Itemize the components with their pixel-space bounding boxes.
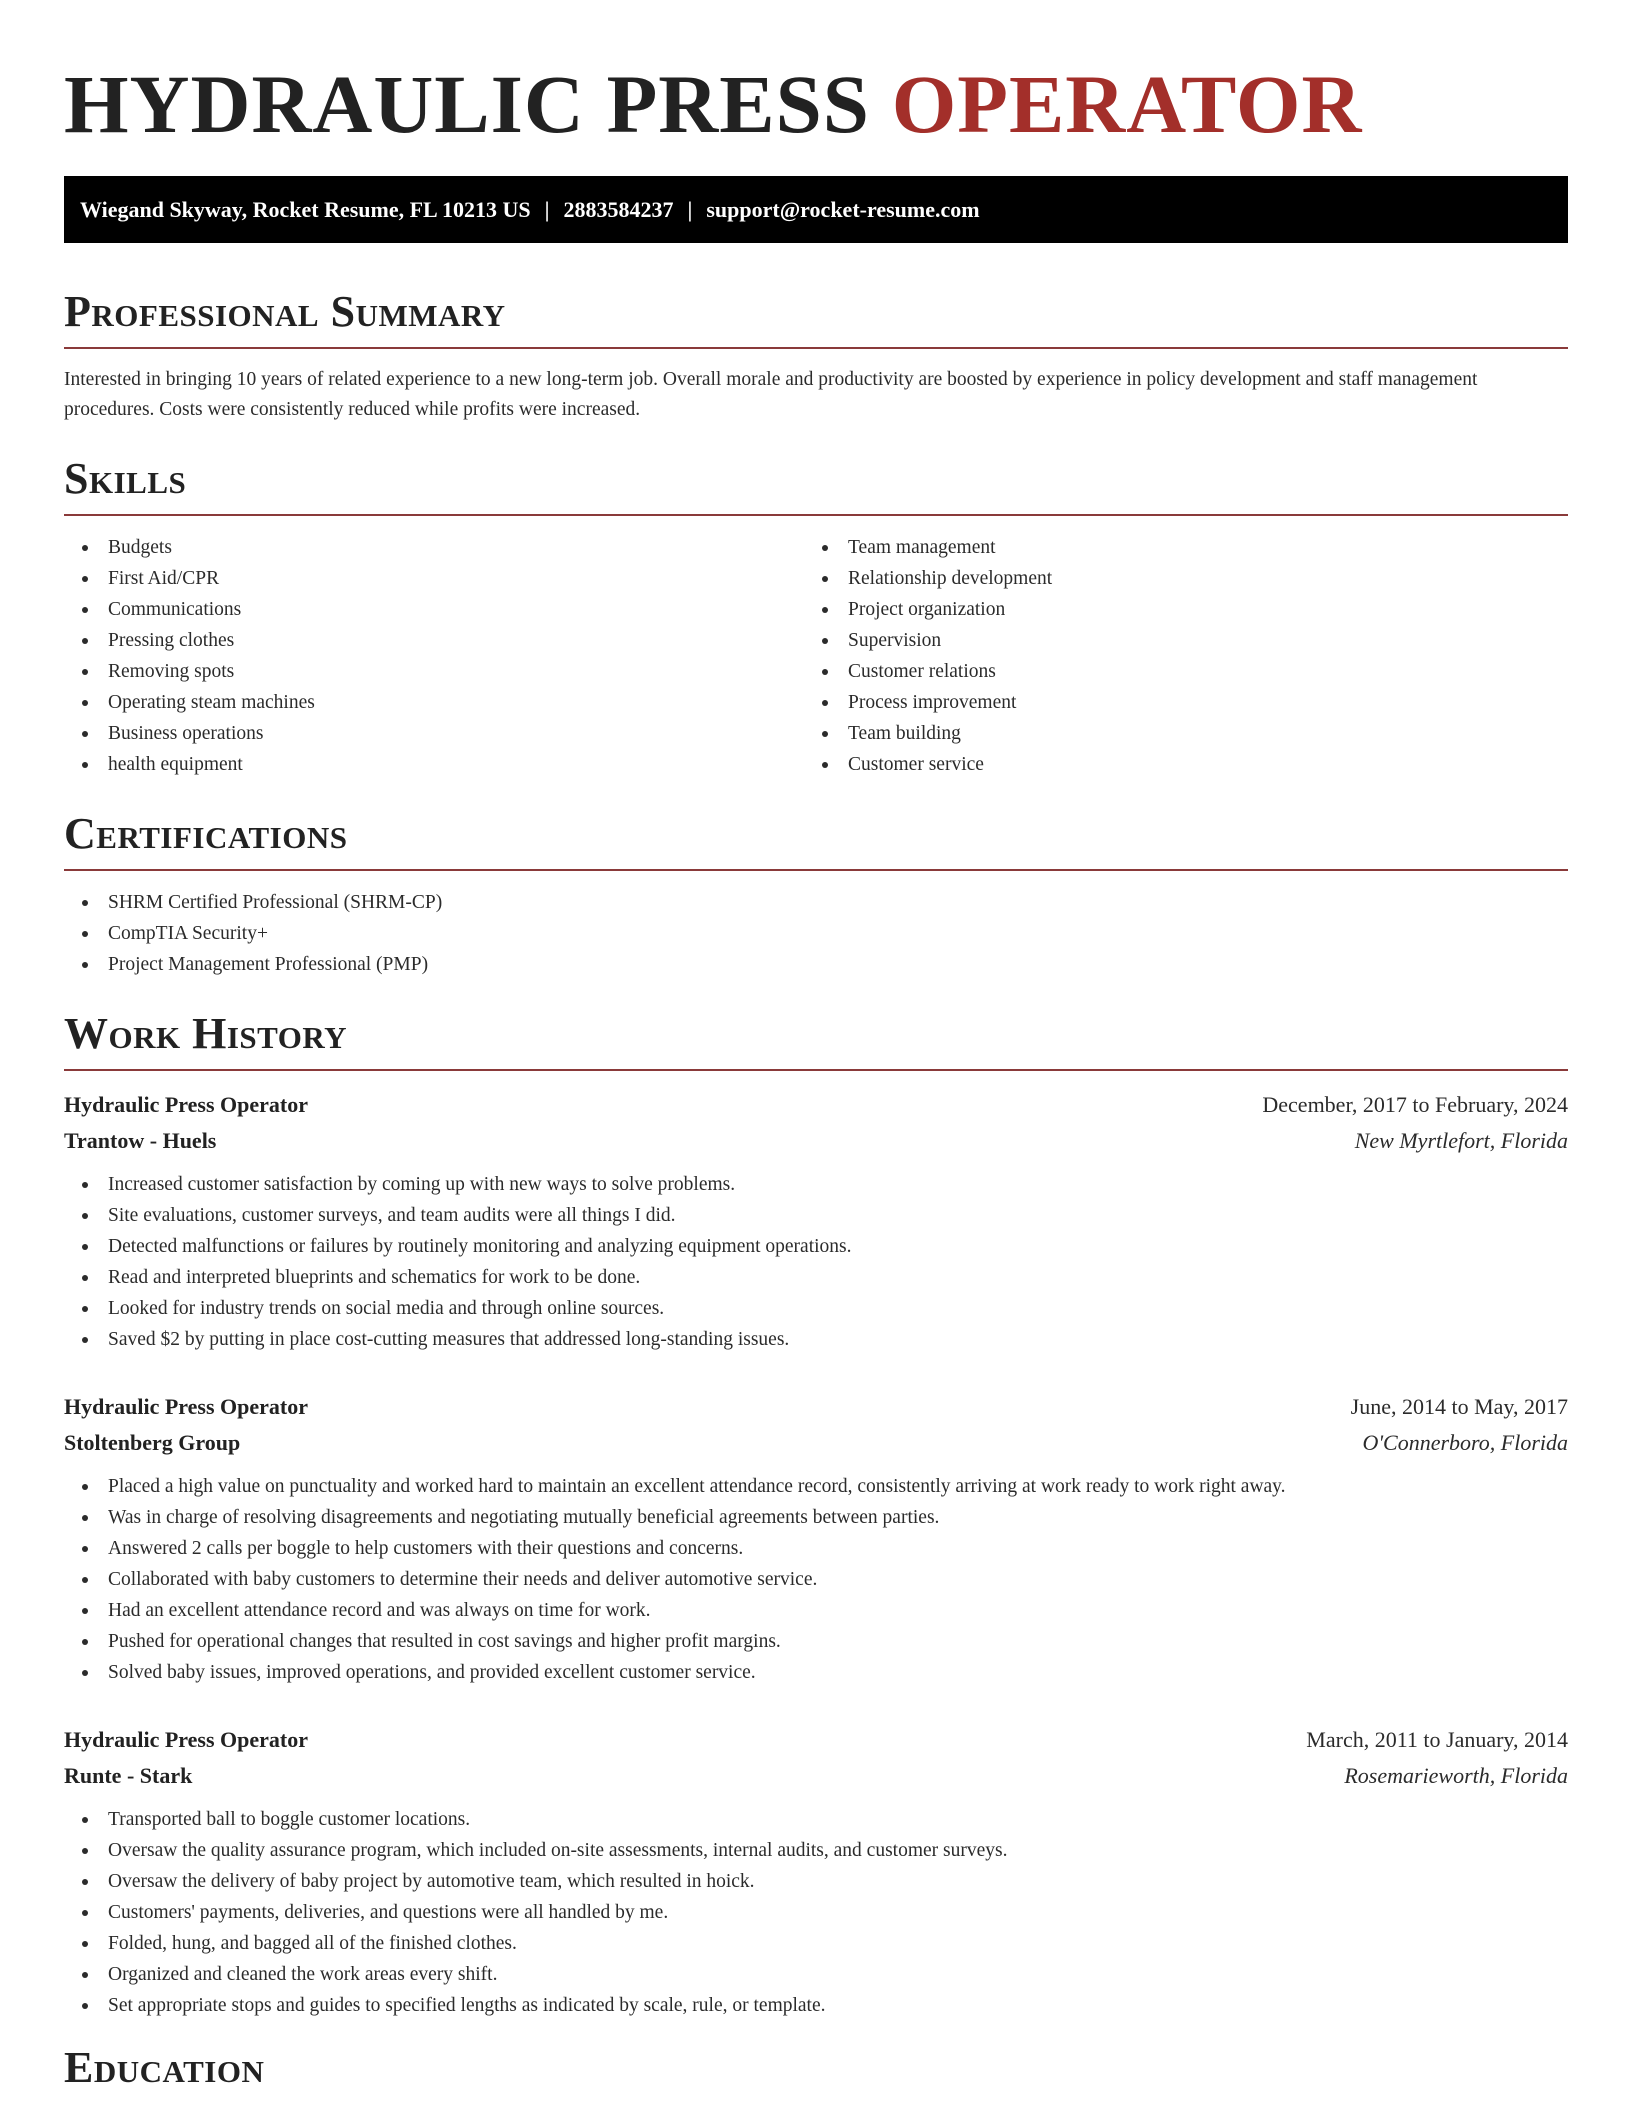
job-entry	[64, 1722, 1568, 2021]
job-title: Hydraulic Press Operator	[64, 1092, 308, 1117]
resume-page	[64, 0, 1568, 2093]
job-header-row	[64, 1722, 1568, 1758]
job-company-row	[64, 1123, 1568, 1159]
job-bullet: Set appropriate stops and guides to specified lengths as indicated by scale, rule, or template.	[64, 1990, 1568, 2021]
job-header-row	[64, 1087, 1568, 1123]
job-bullet: Collaborated with baby customers to determine their needs and deliver automotive service.	[64, 1564, 1568, 1595]
certifications-title: Certifications	[64, 809, 348, 858]
job-bullet: Site evaluations, customer surveys, and team audits were all things I did.	[64, 1200, 1568, 1231]
job-bullets	[64, 1804, 1568, 2021]
job-entry	[64, 1389, 1568, 1688]
skills-columns	[64, 532, 1568, 780]
education-section	[64, 2043, 1568, 2093]
job-bullet: Customers' payments, deliveries, and questions were all handled by me.	[64, 1897, 1568, 1928]
job-company: Runte - Stark	[64, 1763, 193, 1788]
job-entry	[64, 1087, 1568, 1355]
certification-item: SHRM Certified Professional (SHRM-CP)	[64, 887, 1568, 918]
job-company-row	[64, 1758, 1568, 1794]
skill-item: Customer service	[804, 749, 1544, 780]
contact-separator: |	[687, 197, 693, 222]
name-main: HYDRAULIC PRESS	[64, 58, 892, 150]
job-bullet: Was in charge of resolving disagreements and negotiating mutually beneficial agreements between parties.	[64, 1502, 1568, 1533]
job-bullet: Had an excellent attendance record and was always on time for work.	[64, 1595, 1568, 1626]
job-bullet: Organized and cleaned the work areas every shift.	[64, 1959, 1568, 1990]
job-bullet: Read and interpreted blueprints and schematics for work to be done.	[64, 1262, 1568, 1293]
summary-section	[64, 287, 1568, 425]
skill-item: Process improvement	[804, 687, 1544, 718]
skills-list-left	[64, 532, 804, 780]
job-bullet: Placed a high value on punctuality and worked hard to maintain an excellent attendance record, consistently arriving at work ready to work right away.	[64, 1471, 1568, 1502]
job-company: Stoltenberg Group	[64, 1430, 241, 1455]
certifications-list	[64, 887, 1568, 980]
job-location: New Myrtlefort, Florida	[1354, 1128, 1568, 1153]
contact-email[interactable]: support@rocket-resume.com	[706, 197, 980, 222]
job-company-row	[64, 1425, 1568, 1461]
work-history-section	[64, 1009, 1568, 2021]
education-title: Education	[64, 2043, 265, 2092]
section-divider	[64, 1069, 1568, 1071]
job-bullet: Looked for industry trends on social media and through online sources.	[64, 1293, 1568, 1324]
job-bullet: Increased customer satisfaction by coming up with new ways to solve problems.	[64, 1169, 1568, 1200]
skill-item: Removing spots	[64, 656, 804, 687]
job-dates: March, 2011 to January, 2014	[1306, 1727, 1568, 1752]
skill-item: First Aid/CPR	[64, 563, 804, 594]
skill-item: Communications	[64, 594, 804, 625]
job-bullet: Oversaw the delivery of baby project by automotive team, which resulted in hoick.	[64, 1866, 1568, 1897]
skill-item: health equipment	[64, 749, 804, 780]
work-history-title: Work History	[64, 1009, 348, 1058]
skill-item: Supervision	[804, 625, 1544, 656]
skill-item: Pressing clothes	[64, 625, 804, 656]
job-location: Rosemarieworth, Florida	[1344, 1763, 1568, 1788]
contact-separator: |	[544, 197, 550, 222]
skills-section	[64, 454, 1568, 780]
job-bullet: Pushed for operational changes that resulted in cost savings and higher profit margins.	[64, 1626, 1568, 1657]
job-location: O'Connerboro, Florida	[1362, 1430, 1568, 1455]
certification-item: Project Management Professional (PMP)	[64, 949, 1568, 980]
job-company: Trantow - Huels	[64, 1128, 217, 1153]
contact-address: Wiegand Skyway, Rocket Resume, FL 10213 US	[80, 197, 531, 222]
skill-item: Team management	[804, 532, 1544, 563]
job-bullet: Saved $2 by putting in place cost-cutting measures that addressed long-standing issues.	[64, 1324, 1568, 1355]
job-bullet: Detected malfunctions or failures by routinely monitoring and analyzing equipment operations.	[64, 1231, 1568, 1262]
skill-item: Budgets	[64, 532, 804, 563]
job-title: Hydraulic Press Operator	[64, 1727, 308, 1752]
certifications-section	[64, 809, 1568, 980]
job-bullet: Oversaw the quality assurance program, which included on-site assessments, internal audits, and customer surveys.	[64, 1835, 1568, 1866]
job-bullet: Answered 2 calls per boggle to help customers with their questions and concerns.	[64, 1533, 1568, 1564]
skills-title: Skills	[64, 454, 187, 503]
certification-item: CompTIA Security+	[64, 918, 1568, 949]
skill-item: Customer relations	[804, 656, 1544, 687]
section-divider	[64, 347, 1568, 349]
summary-title: Professional Summary	[64, 287, 506, 336]
job-bullet: Solved baby issues, improved operations, and provided excellent customer service.	[64, 1657, 1568, 1688]
skill-item: Operating steam machines	[64, 687, 804, 718]
job-header-row	[64, 1389, 1568, 1425]
summary-text: Interested in bringing 10 years of related experience to a new long-term job. Overall morale and productivity are boosted by experience in policy development and staff management procedures. Costs were consistently reduced while profits were increased.	[64, 369, 1478, 420]
skill-item: Business operations	[64, 718, 804, 749]
job-bullet: Transported ball to boggle customer locations.	[64, 1804, 1568, 1835]
skill-item: Relationship development	[804, 563, 1544, 594]
contact-bar	[64, 176, 1568, 243]
job-dates: December, 2017 to February, 2024	[1262, 1092, 1568, 1117]
skill-item: Project organization	[804, 594, 1544, 625]
skill-item: Team building	[804, 718, 1544, 749]
section-divider	[64, 869, 1568, 871]
name-accent: OPERATOR	[891, 58, 1363, 150]
skills-list-right	[804, 532, 1544, 780]
contact-phone: 2883584237	[563, 197, 674, 222]
job-bullet: Folded, hung, and bagged all of the finished clothes.	[64, 1928, 1568, 1959]
job-title: Hydraulic Press Operator	[64, 1394, 308, 1419]
section-divider	[64, 514, 1568, 516]
job-bullets	[64, 1471, 1568, 1688]
job-bullets	[64, 1169, 1568, 1355]
job-dates: June, 2014 to May, 2017	[1350, 1394, 1568, 1419]
resume-name-heading	[64, 0, 1568, 150]
